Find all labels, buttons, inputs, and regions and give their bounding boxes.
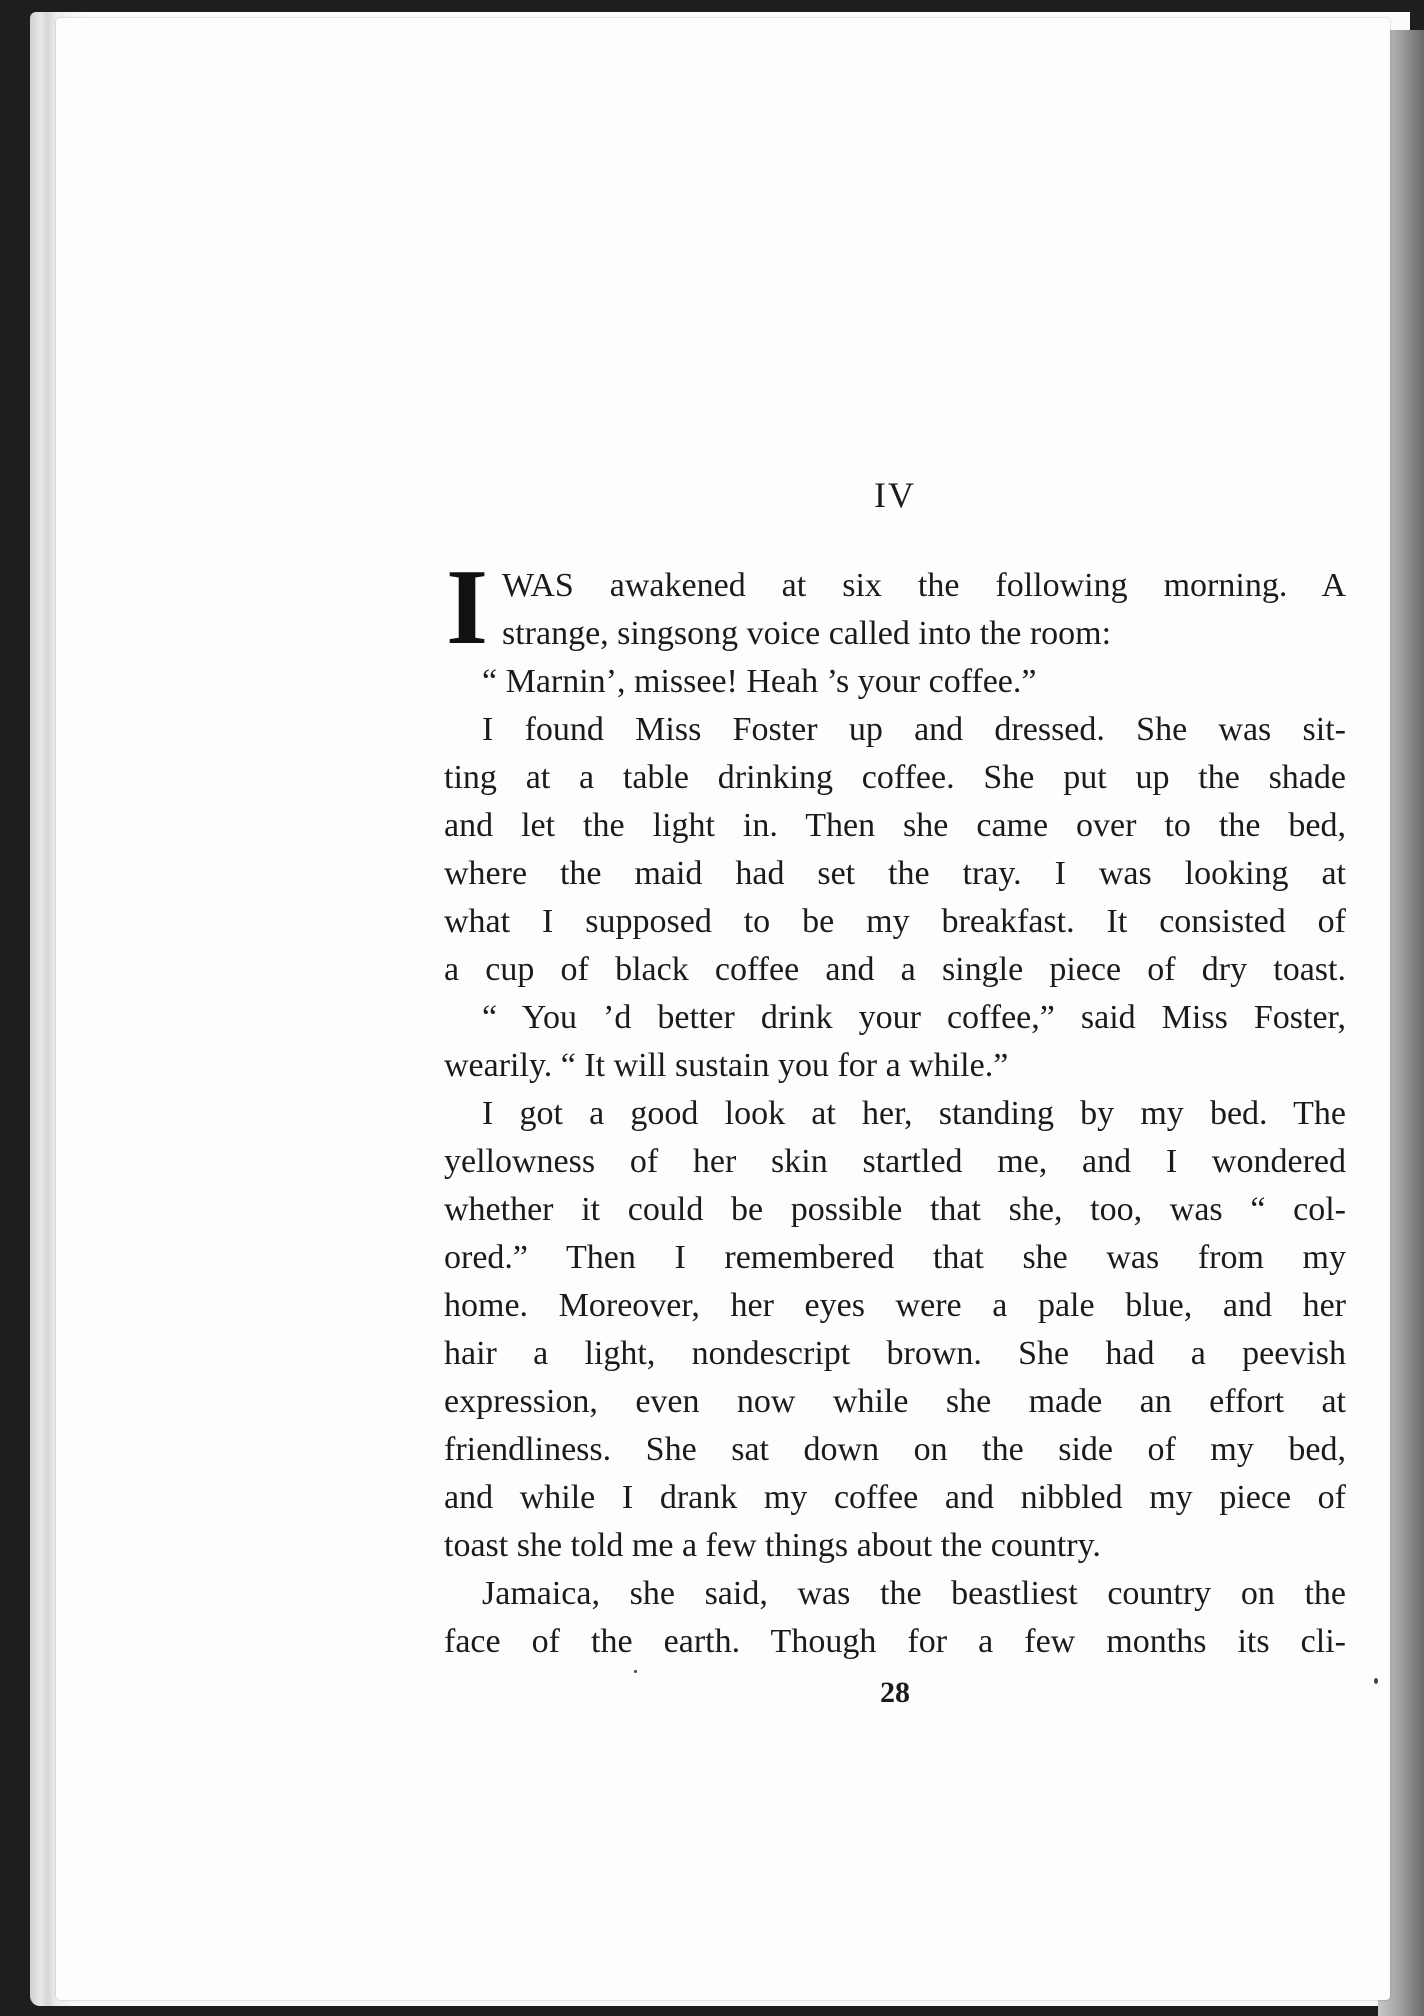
book-page: [56, 18, 1390, 2000]
drop-cap: I: [446, 548, 489, 667]
text-line: ting at a table drinking coffee. She put up the shade: [444, 759, 1346, 796]
text-line: strange, singsong voice called into the room:: [502, 615, 1112, 652]
text-line: I got a good look at her, standing by my bed. The: [482, 1095, 1346, 1132]
chapter-heading: IV: [874, 475, 916, 515]
paper-speck: [1374, 1678, 1378, 1684]
text-line: WAS awakened at six the following morning. A: [502, 567, 1346, 604]
text-line: and while I drank my coffee and nibbled my piece of: [444, 1479, 1346, 1516]
text-line: and let the light in. Then she came over to the bed,: [444, 807, 1346, 844]
text-line: whether it could be possible that she, too, was “ col-: [444, 1191, 1346, 1228]
paper-speck: [634, 1670, 637, 1673]
text-line: yellowness of her skin startled me, and I wondered: [444, 1143, 1346, 1180]
text-line: what I supposed to be my breakfast. It consisted of: [444, 903, 1346, 940]
text-line: “ Marnin’, missee! Heah ’s your coffee.”: [482, 663, 1037, 700]
text-line: toast she told me a few things about the country.: [444, 1527, 1101, 1564]
text-line: ored.” Then I remembered that she was from my: [444, 1239, 1346, 1276]
page-number: 28: [880, 1676, 910, 1709]
text-line: a cup of black coffee and a single piece of dry toast.: [444, 951, 1346, 988]
text-line: hair a light, nondescript brown. She had a peevish: [444, 1335, 1346, 1372]
text-line: expression, even now while she made an effort at: [444, 1383, 1346, 1420]
text-line: face of the earth. Though for a few months its cli-: [444, 1623, 1346, 1660]
text-line: Jamaica, she said, was the beastliest country on the: [482, 1575, 1346, 1612]
text-line: home. Moreover, her eyes were a pale blue, and her: [444, 1287, 1346, 1324]
text-line: I found Miss Foster up and dressed. She was sit-: [482, 711, 1346, 748]
text-line: wearily. “ It will sustain you for a while.”: [444, 1047, 1009, 1084]
text-line: “ You ’d better drink your coffee,” said Miss Foster,: [482, 999, 1346, 1036]
text-line: where the maid had set the tray. I was looking at: [444, 855, 1346, 892]
text-line: friendliness. She sat down on the side of my bed,: [444, 1431, 1346, 1468]
